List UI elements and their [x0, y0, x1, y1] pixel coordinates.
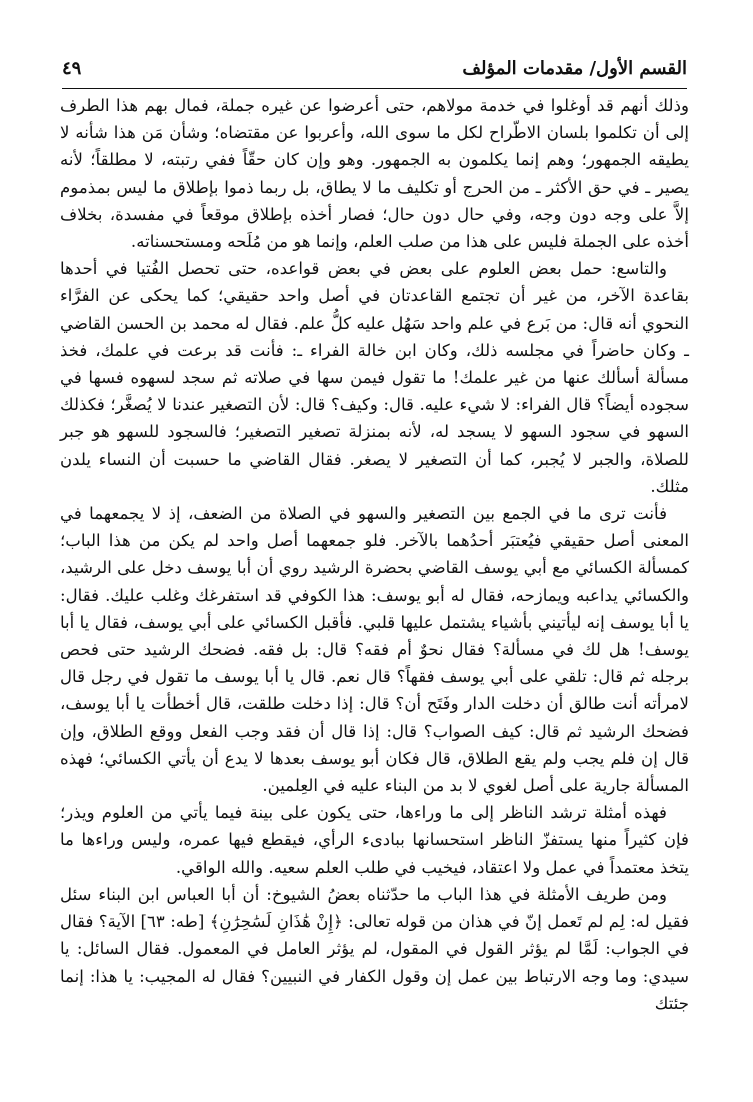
paragraph: ومن طريف الأمثلة في هذا الباب ما حدّثناه بعضُ الشيوخ: أن أبا العباس ابن البناء سئل فقيل له: لِم لم تَعمل إنّ في هذان من قوله تعالى: ﴿إِنْ هَٰذَانِ لَسَٰحِرَٰنِ﴾ [طه: ٦٣] الآية؟ فقال في الجواب: لَمَّا لم يؤثر القول في المقول، لم يؤثر العامل في المعمول. فقال السائل: يا سيدي: وما وجه الارتباط بين عمل إن وقول الكفار في النبيين؟ فقال له المجيب: يا هذا: إنما جئتك	[60, 884, 690, 1013]
paragraph: فأنت ترى ما في الجمع بين التصغير والسهو في الصلاة من الضعف، إذ لا يجمعهما في المعنى أصل حقيقي فيُعتبَر أحدُهما بالآخر. فلو جمعهما أصل واحد لم يكن من هذا الباب؛ كمسألة الكسائي مع أبي يوسف القاضي بحضرة الرشيد روي أن أبا يوسف دخل على الرشيد، والكسائي يداعبه ويمازحه، فقال له أبو يوسف: هذا الكوفي قد استفرغك وغلب عليك. فقال: يا أبا يوسف إنه ليأتيني بأشياء يشتمل عليها قلبي. فأقبل الكسائي على أبي يوسف، فقال يا أبا يوسف! هل لك في مسألة؟ فقال نحوٌ أم فقه؟ قال: بل فقه. فضحك الرشيد حتى فحص برجله ثم قال: تلقي على أبي يوسف فقهاً؟ قال نعم. قال يا أبا يوسف ما تقول في رجل قال لامرأته أنت طالق أن دخلت الدار وفَتَح أن؟ قال: إذا دخلت طلقت، قال أخطأت يا أبا يوسف، فضحك الرشيد ثم قال: كيف الصواب؟ قال: إذا قال أن فقد وجب الفعل ووقع الطلاق، وإن قال إن فلم يجب ولم يقع الطلاق، قال فكان أبو يوسف بعدها لا يدع أن يأتي الكسائي؛ فهذه المسألة جارية على أصل لغوي لا بد من البناء عليه في العِلمين.	[60, 504, 689, 796]
paragraph: والتاسع: حمل بعض العلوم على بعض في بعض قواعده، حتى تحصل الفُتيا في أحدها بقاعدة الآخر، من غير أن تجتمع القاعدتان في أصل واحد حقيقي؛ كما يحكى عن الفرَّاء النحوي أنه قال: من بَرع في علم واحد سَهُل عليه كلُّ علم. فقال له محمد بن الحسن القاضي ـ وكان حاضراً في مجلسه ذلك، وكان ابن خالة الفراء ـ: فأنت قد برعت في علمك، فخذ مسألة أسألك عنها من غير علمك! ما تقول فيمن سها في صلاته ثم سجد لسهوه فسها في سجوده أيضاً؟ قال الفراء: لا شيء عليه. قال: وكيف؟ قال: لأن التصغير عندنا لا يُصغَّر؛ فكذلك السهو في سجود السهو لا يسجد له، لأنه بمنزلة تصغير التصغير؛ فالسجود للسهو هو جبر للصلاة، والجبر لا يُجبر، كما أن التصغير لا يصغر. فقال القاضي ما حسبت أن النساء يلدن مثلك.	[60, 259, 689, 496]
body-text	[60, 92, 689, 1017]
paragraph: فهذه أمثلة ترشد الناظر إلى ما وراءها، حتى يكون على بينة فيما يأتي من العلوم ويذر؛ فإن كثيراً منها يستفزّ الناظر استحسانها ببادىء الرأي، فيقطع فيها عمره، وليس وراءها ما يتخذ معتمداً في عمل ولا اعتقاد، فيخيب في طلب العلم سعيه. والله الواقي.	[60, 803, 689, 877]
paragraph: وذلك أنهم قد أوغلوا في خدمة مولاهم، حتى أعرضوا عن غيره جملة، فمال بهم هذا الطرف إلى أن تكلموا بلسان الاطّراح لكل ما سوى الله، وأعربوا عن مقتضاه؛ وشأن مَن هذا شأنه لا يطيقه الجمهور؛ وهم إنما يكلمون به الجمهور. وهو وإن كان حقّاً ففي رتبته، لا مطلقاً؛ لأنه يصير ـ في حق الأكثر ـ من الحرج أو تكليف ما لا يطاق، بل ربما ذموا بإطلاق ما ليس بمذموم إلاَّ على وجه دون وجه، وفي حال دون حال؛ فصار أخذه بإطلاق موقعاً في مفسدة، بخلاف أخذه على الجملة فليس على هذا من صلب العلم، وإنما هو من مُلَحه ومستحسناته.	[60, 96, 689, 252]
section-title: القسم الأول/ مقدمات المؤلف	[462, 58, 687, 79]
header-rule	[62, 88, 687, 89]
page-number: ٤٩	[62, 58, 82, 79]
running-header	[62, 58, 687, 79]
